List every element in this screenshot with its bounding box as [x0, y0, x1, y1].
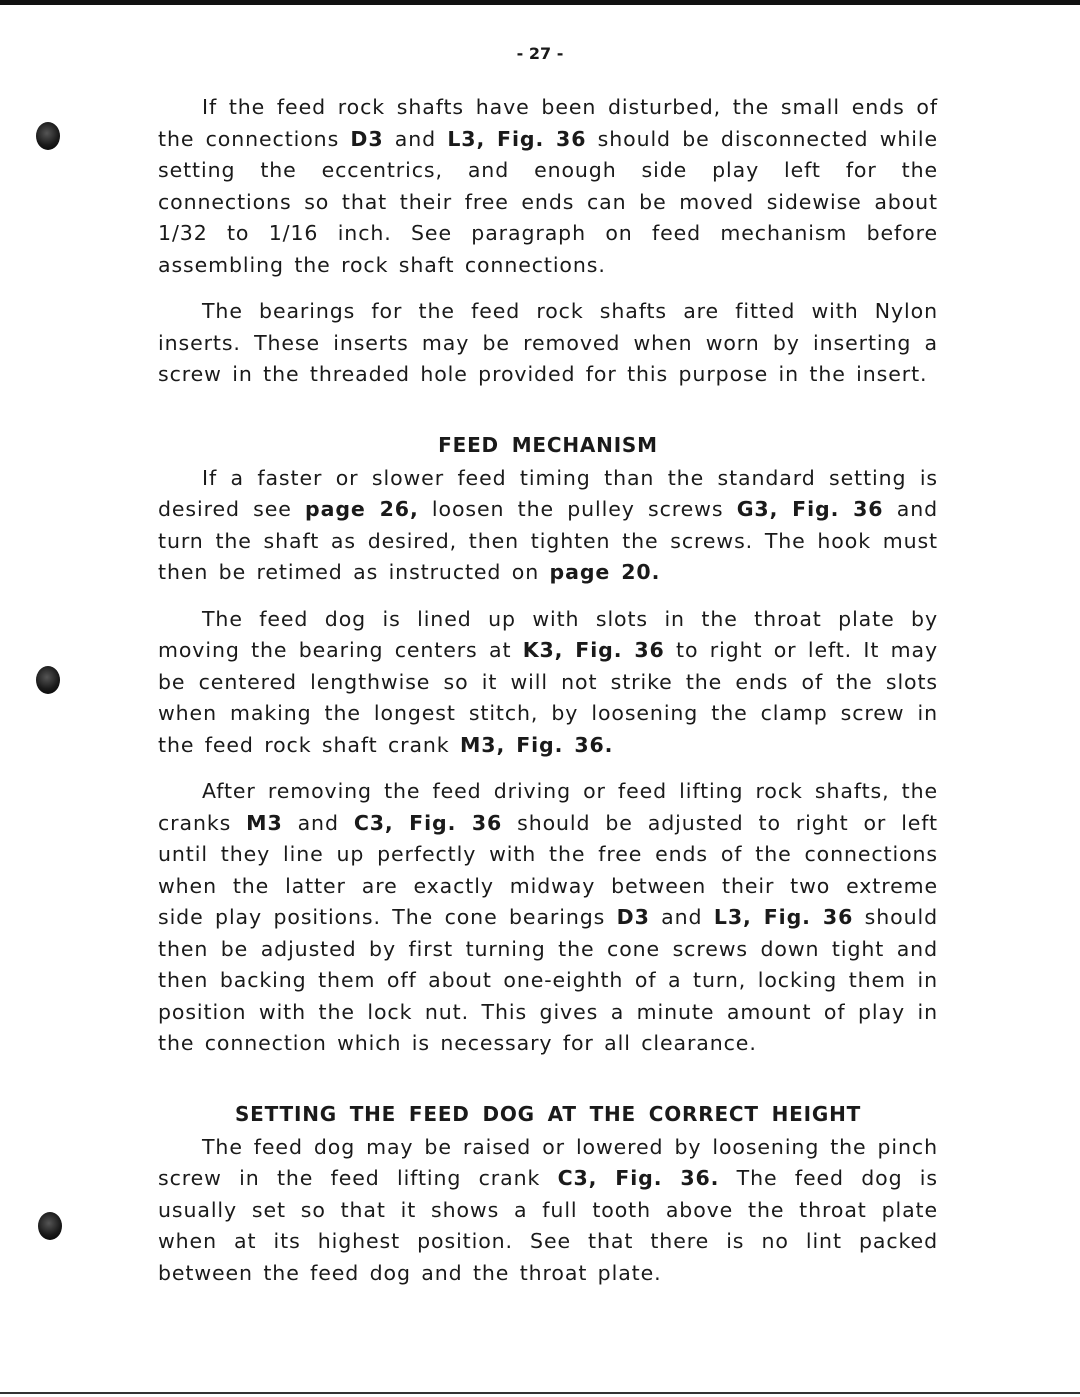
- paragraph-nylon-inserts: [158, 296, 938, 391]
- top-border-rule: [0, 0, 1080, 5]
- section-heading-feed-dog-height: SETTING THE FEED DOG AT THE CORRECT HEIGHT: [234, 1101, 862, 1126]
- section-heading-feed-mechanism: FEED MECHANISM: [438, 432, 658, 457]
- figure-reference: L3, Fig. 36: [447, 126, 587, 151]
- part-reference: M3: [246, 810, 283, 835]
- bottom-border-rule: [0, 1392, 1080, 1394]
- binder-hole-1: [36, 122, 60, 150]
- page-reference: page 20.: [549, 560, 661, 584]
- text-run: should be disconnected while setting the eccentrics, and enough side play left for the connections so that their free ends can be moved sidewise about 1/32 to 1/16 inch. See paragraph on feed mechanism before assembling the rock shaft connections.: [158, 126, 939, 277]
- paragraph-crank-adjustment: [158, 776, 938, 1060]
- text-run: The feed dog is lined up with slots in the throat plate by moving the bearing centers at: [158, 606, 938, 662]
- paragraph-feed-timing: [158, 463, 938, 589]
- figure-reference: G3, Fig. 36: [736, 497, 884, 521]
- binder-hole-3: [38, 1212, 62, 1240]
- document-body: [158, 92, 938, 1304]
- text-run: The feed dog is usually set so that it shows a full tooth above the throat plate when at its highest position. See that there is no lint packed between the feed dog and the throat plate.: [158, 1166, 938, 1285]
- paragraph-feed-dog-height: [158, 1132, 938, 1290]
- text-run: If the feed rock shafts have been disturbed, the small ends of the connections: [158, 95, 938, 151]
- text-run: should be adjusted to right or left until they line up perfectly with the free ends of the connections when the latter are exactly midway between their two extreme side play positions. The cone bearings: [158, 810, 938, 929]
- page-number: - 27 -: [516, 44, 564, 63]
- text-run: The feed dog may be raised or lowered by loosening the pinch screw in the feed lifting crank: [158, 1134, 938, 1190]
- text-run: The bearings for the feed rock shafts are fitted with Nylon inserts. These inserts may be removed when worn by inserting a screw in the threaded hole provided for this purpose in the insert.: [158, 299, 938, 386]
- text-run: and: [649, 905, 714, 929]
- part-reference: D3: [616, 905, 650, 929]
- page-reference: page 26,: [305, 497, 419, 521]
- text-run: After removing the feed driving or feed lifting rock shafts, the cranks: [158, 779, 938, 835]
- figure-reference: K3, Fig. 36: [522, 638, 665, 662]
- paragraph-rock-shafts-disturbed: [158, 92, 938, 281]
- text-run: should then be adjusted by first turning the cone screws down tight and then backing them off about one-eighth of a turn, locking them in position with the lock nut. This gives a minute amount of play in the connection which is necessary for all clearance.: [158, 905, 939, 1055]
- text-run: loosen the pulley screws: [418, 497, 737, 521]
- figure-reference: L3, Fig. 36: [713, 905, 854, 929]
- figure-reference: C3, Fig. 36.: [557, 1166, 720, 1190]
- text-run: and: [383, 126, 448, 151]
- text-run: If a faster or slower feed timing than the standard setting is desired see: [158, 465, 938, 521]
- paragraph-feed-dog-alignment: [158, 604, 938, 762]
- figure-reference: M3, Fig. 36.: [460, 732, 614, 757]
- text-run: to right or left. It may be centered lengthwise so it will not strike the ends of the slots when making the longest stitch, by loosening the clamp screw in the feed rock shaft crank: [158, 638, 938, 757]
- binder-hole-2: [36, 666, 60, 694]
- figure-reference: C3, Fig. 36: [353, 810, 503, 835]
- part-reference: D3: [350, 126, 384, 151]
- text-run: and: [282, 810, 354, 835]
- text-run: and turn the shaft as desired, then tighten the screws. The hook must then be retimed as instructed on: [158, 497, 938, 584]
